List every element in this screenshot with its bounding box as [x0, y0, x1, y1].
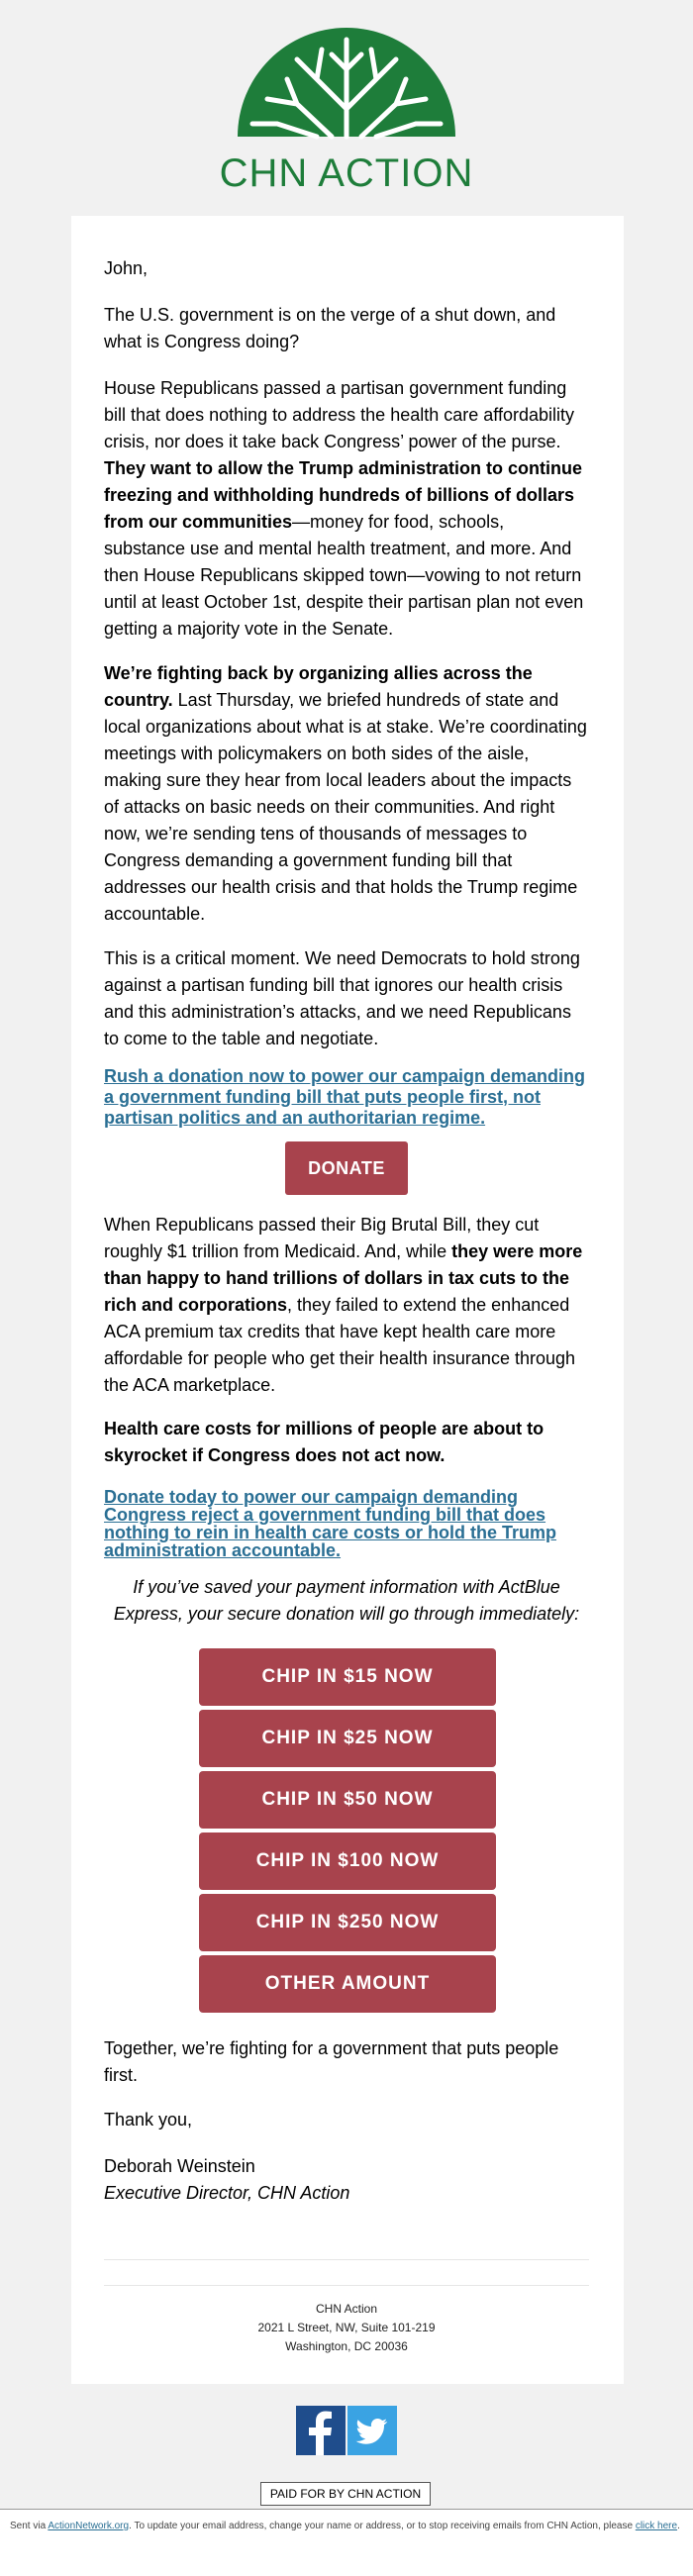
p2-bold: They want to allow the Trump administration to continue freezing and withholding hundreds of billions of dollars from our communities	[104, 458, 583, 532]
donate-link-2[interactable]	[104, 1488, 589, 1559]
paragraph-big-brutal-bill	[104, 1212, 589, 1399]
paragraph-critical-moment: This is a critical moment. We need Democrats to hold strong against a partisan funding bill that ignores our health crisis and this administration’s attacks, and we need Republicans to come to the table and negotiate.	[104, 948, 580, 1048]
chip-in-100-button[interactable]: CHIP IN $100 NOW	[199, 1833, 496, 1890]
divider	[104, 2285, 589, 2286]
click-here-link[interactable]: click here	[635, 2521, 678, 2531]
donate-link-1[interactable]	[104, 1066, 589, 1129]
sent-via-prefix: Sent via	[10, 2521, 49, 2531]
donate-link-1-anchor[interactable]: Rush a donation now to power our campaign demanding a government funding bill that puts people first, not partisan politics and an authoritarian regime.	[104, 1066, 586, 1128]
p2-text-c: —money for food, schools, substance use and mental health treatment, and more. And then House Republicans skipped town—vowing to not return until at least October 1st, despite their partisan plan not even getting a majority vote in the Senate.	[104, 512, 584, 639]
footer-city: Washington, DC 20036	[285, 2339, 408, 2353]
paragraph-intro: The U.S. government is on the verge of a shut down, and what is Congress doing?	[104, 305, 556, 351]
sent-via-text: . To update your email address, change your name or address, or to stop receiving emails from CHN Action, please	[129, 2521, 636, 2531]
email-card	[71, 216, 624, 2384]
donate-button[interactable]: DONATE	[285, 1141, 408, 1195]
footer-org: CHN Action	[315, 2302, 378, 2316]
divider	[104, 2259, 589, 2260]
signer-name: Deborah Weinstein	[104, 2156, 255, 2176]
signer-title: Executive Director, CHN Action	[104, 2183, 350, 2203]
paid-for-disclaimer: PAID FOR BY CHN ACTION	[260, 2482, 431, 2506]
other-amount-button[interactable]: OTHER AMOUNT	[199, 1955, 496, 2013]
chip-in-50-button[interactable]: CHIP IN $50 NOW	[199, 1771, 496, 1829]
unsubscribe-footer	[0, 2509, 693, 2576]
donate-link-2-anchor[interactable]: Donate today to power our campaign demanding Congress reject a government funding bill that does nothing to rein in health care costs or hold the Trump administration accountable.	[104, 1487, 557, 1560]
p2-text-a: House Republicans passed a partisan government funding bill that does nothing to address the health care affordability crisis, nor does it take back Congress’ power of the purse.	[104, 378, 574, 451]
action-network-link[interactable]: ActionNetwork.org	[48, 2521, 130, 2531]
p3-text: Last Thursday, we briefed hundreds of state and local organizations about what is at stake. We’re coordinating meetings with policymakers on both sides of the aisle, making sure they hear from local leaders about the impacts of attacks on basic needs on their communities. And right now, we’re sending tens of thousands of messages to Congress demanding a government funding bill that addresses our health crisis and that holds the Trump regime accountable.	[104, 690, 587, 924]
p3-bold: We’re fighting back by organizing allies across the country.	[104, 663, 533, 710]
sent-via-period: .	[677, 2521, 680, 2531]
logo-wordmark: CHN ACTION	[219, 151, 474, 195]
chip-in-250-button[interactable]: CHIP IN $250 NOW	[199, 1894, 496, 1951]
twitter-icon[interactable]	[347, 2406, 397, 2455]
paragraph-health-costs: Health care costs for millions of people are about to skyrocket if Congress does not act now.	[104, 1419, 544, 1465]
tree-icon	[238, 28, 455, 137]
footer-address	[104, 2300, 589, 2356]
thank-you: Thank you,	[104, 2110, 193, 2130]
paragraph-fighting-back	[104, 660, 589, 928]
p5-bold: they were more than happy to hand trillions of dollars in tax cuts to the rich and corporations	[104, 1241, 583, 1315]
facebook-icon[interactable]	[296, 2406, 346, 2455]
paragraph-together: Together, we’re fighting for a government that puts people first.	[104, 2038, 559, 2085]
p5-text-a: When Republicans passed their Big Brutal Bill, they cut roughly $1 trillion from Medicaid. And, while	[104, 1215, 540, 1261]
actblue-note: If you’ve saved your payment information with ActBlue Express, your secure donation will go through immediately:	[113, 1577, 580, 1624]
chn-action-logo	[0, 20, 693, 198]
p5-text-c: , they failed to extend the enhanced ACA premium tax credits that have kept health care more affordable for people who get their health insurance through the ACA marketplace.	[104, 1295, 575, 1395]
chip-in-25-button[interactable]: CHIP IN $25 NOW	[199, 1710, 496, 1767]
paragraph-house-republicans	[104, 375, 589, 643]
footer-street: 2021 L Street, NW, Suite 101-219	[257, 2321, 436, 2334]
chip-in-15-button[interactable]: CHIP IN $15 NOW	[199, 1648, 496, 1706]
greeting: John,	[104, 258, 148, 278]
